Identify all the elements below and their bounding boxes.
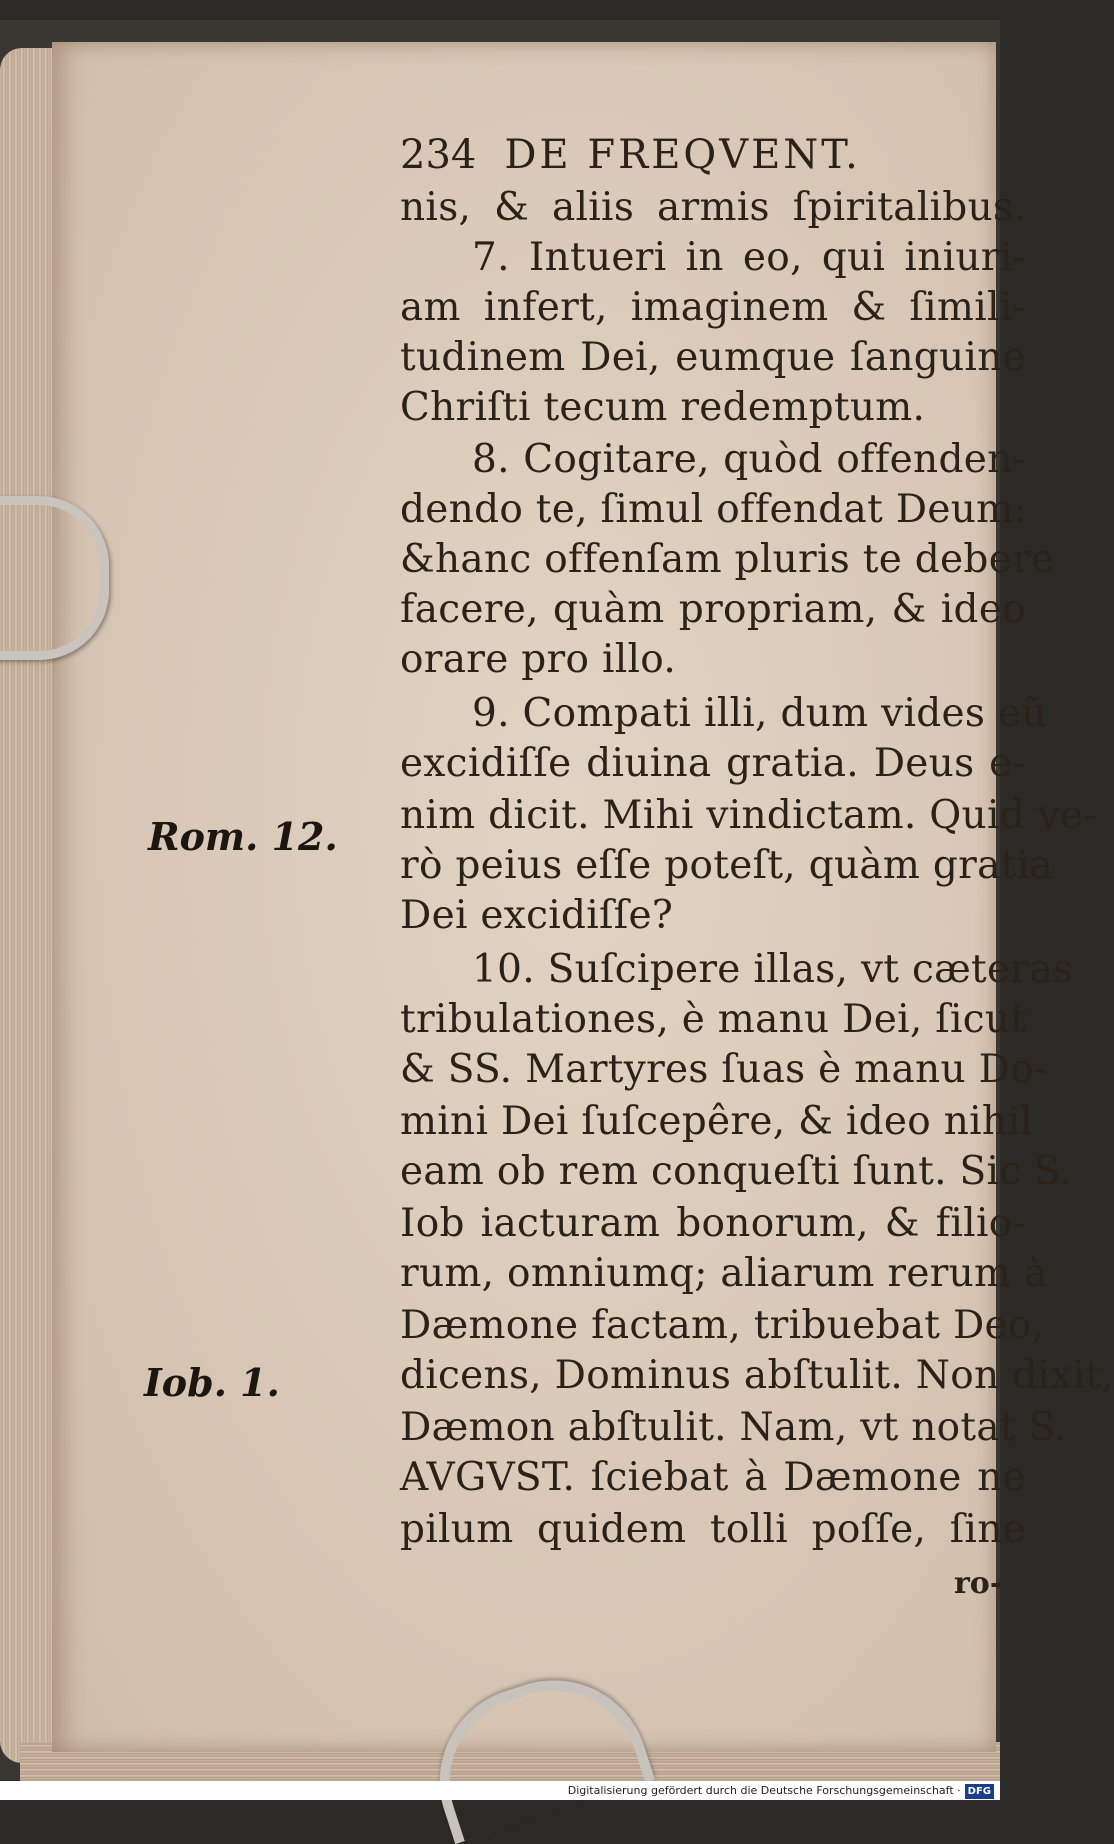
text-line: tudinem Dei, eumque ſanguine [400, 335, 1026, 380]
running-title: DE FREQVENT. [504, 132, 861, 178]
text-line: rò peius eſſe poteſt, quàm gratia [400, 843, 1053, 888]
text-line: am infert, imaginem & ſimili- [400, 285, 1026, 330]
text-line: orare pro illo. [400, 637, 677, 682]
text-line: dicens, Dominus abſtulit. Non dixit, [400, 1353, 1114, 1398]
text-line: Chriſti tecum redemptum. [400, 385, 926, 430]
text-line: 9. Compati illi, dum vides eũ [472, 691, 1047, 736]
page-number: 234 [400, 132, 477, 178]
digitization-footer [0, 1781, 1000, 1800]
footer-text: Digitalisierung gefördert durch die Deutsche Forschungsgemeinschaft · [567, 1784, 961, 1797]
book-page [52, 42, 1114, 1752]
text-line: nis, & aliis armis ſpiritalibus. [400, 185, 1026, 230]
dfg-logo: DFG [965, 1784, 994, 1799]
text-line: & SS. Martyres ſuas è manu Do- [400, 1047, 1048, 1092]
margin-note-rom: Rom. 12. [148, 814, 338, 859]
text-line: facere, quàm propriam, & ideo [400, 587, 1026, 632]
text-line: 8. Cogitare, quòd offenden- [472, 437, 1026, 482]
running-header [400, 132, 861, 178]
text-line: Iob iacturam bonorum, & filio- [400, 1201, 1026, 1246]
page-text [52, 42, 1114, 1752]
text-line: Dei excidiſſe? [400, 893, 674, 938]
text-line: tribulationes, è manu Dei, ſicut [400, 997, 1027, 1042]
book [0, 20, 1114, 1780]
text-line: AVGVST. ſciebat à Dæmone ne [400, 1455, 1026, 1500]
text-line: 7. Intueri in eo, qui iniuri- [472, 235, 1026, 280]
text-line: Dæmon abſtulit. Nam, vt notat S. [400, 1405, 1067, 1450]
text-line: eam ob rem conqueſti ſunt. Sic S. [400, 1149, 1073, 1194]
text-line: &hanc offenſam pluris te debere [400, 537, 1055, 582]
text-line: Dæmone factam, tribuebat Deo, [400, 1303, 1045, 1348]
text-line: pilum quidem tolli poſſe, ſine [400, 1507, 1026, 1552]
text-line: nim dicit. Mihi vindictam. Quid ve- [400, 793, 1097, 838]
text-line: dendo te, ſimul offendat Deum: [400, 487, 1027, 532]
margin-note-iob: Iob. 1. [144, 1360, 280, 1405]
text-line: excidiſſe diuina gratia. Deus e- [400, 741, 1026, 786]
catchword: ro- [954, 1566, 1003, 1601]
text-line: 10. Suſcipere illas, vt cæteras [472, 947, 1074, 992]
text-line: rum, omniumq; aliarum rerum à [400, 1251, 1048, 1296]
text-line: mini Dei ſuſcepêre, & ideo nihil [400, 1099, 1033, 1144]
